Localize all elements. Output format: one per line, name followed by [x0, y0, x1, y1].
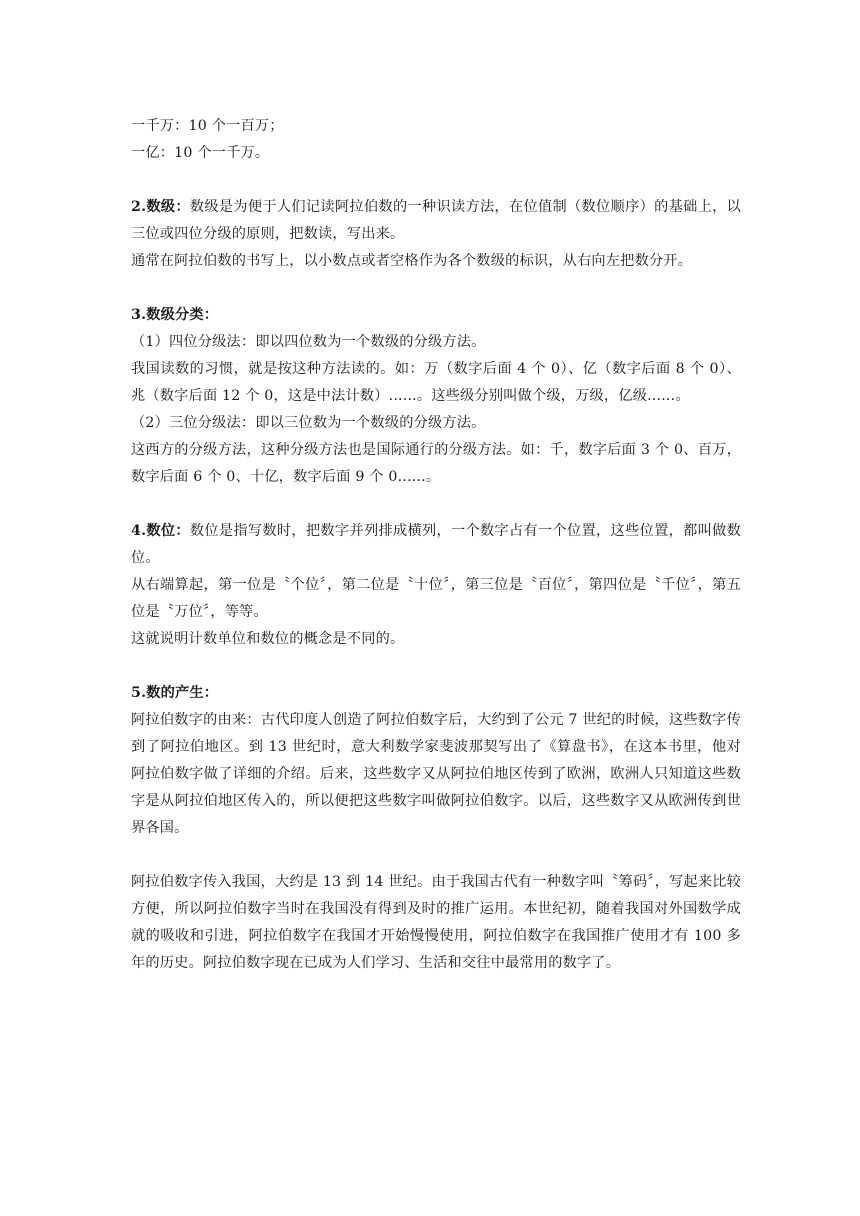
section-4-definition: 数位是指写数时，把数字并列排成横列，一个数字占有一个位置，这些位置，都叫做数位。 [131, 523, 742, 566]
spacer [131, 167, 741, 194]
section-4-heading: 4.数位： [131, 523, 190, 539]
section-2-paragraph-2: 通常在阿拉伯数的书写上，以小数点或者空格作为各个数级的标识，从右向左把数分开。 [131, 253, 693, 269]
spacer [131, 275, 741, 302]
section-5-heading: 5.数的产生： [131, 685, 219, 701]
section-2-definition: 数级是为便于人们记读阿拉伯数的一种识读方法，在位值制（数位顺序）的基础上，以三位或四位分级的原则，把数读，写出来。 [131, 199, 742, 242]
section-3-paragraph-1: （1）四位分级法：即以四位数为一个数级的分级方法。 [131, 334, 486, 350]
section-4-paragraph-2: 从右端算起，第一位是〝个位〞，第二位是〝十位〞，第三位是〝百位〞，第四位是〝千位〞，第五位是〝万位〞，等等。 [131, 577, 741, 620]
section-2-heading: 2.数级： [131, 199, 190, 215]
spacer [131, 491, 741, 518]
section-5-paragraph-1: 阿拉伯数字的由来：古代印度人创造了阿拉伯数字后，大约到了公元 7 世纪的时候，这些数字传到了阿拉伯地区。到 13 世纪时，意大利数学家斐波那契写出了《算盘书》，在这本书里，他对阿拉伯数字做了详细的介绍。后来，这些数字又从阿拉伯地区传到了欧洲，欧洲人只知道这些数字是从阿拉伯地区传入的，所以便把这些数字叫做阿拉伯数字。以后，这些数字又从欧洲传到世界各国。 [131, 712, 741, 836]
section-5-paragraph-2: 阿拉伯数字传入我国，大约是 13 到 14 世纪。由于我国古代有一种数字叫〝筹码〞，写起来比较方便，所以阿拉伯数字当时在我国没有得到及时的推广运用。本世纪初，随着我国对外国数学成就的吸收和引进，阿拉伯数字在我国才开始慢慢使用，阿拉伯数字在我国推广使用才有 100 多年的历史。阿拉伯数字现在已成为人们学习、生活和交往中最常用的数字了。 [131, 874, 741, 971]
document-body [131, 113, 741, 977]
section-4-paragraph-3: 这就说明计数单位和数位的概念是不同的。 [131, 631, 405, 647]
spacer [131, 653, 741, 680]
section-4-paragraph-1 [131, 518, 741, 572]
section-3-paragraph-2: 我国读数的习惯，就是按这种方法读的。如：万（数字后面 4 个 0）、亿（数字后面 8 个 0）、兆（数字后面 12 个 0，这是中法计数）......。这些级分别叫做个级，万级，亿级......。 [131, 361, 741, 404]
intro-line-2: 一亿：10 个一千万。 [131, 145, 270, 161]
section-3-paragraph-3: （2）三位分级法：即以三位数为一个数级的分级方法。 [131, 415, 486, 431]
section-2-paragraph-1 [131, 194, 741, 248]
section-3-paragraph-4: 这西方的分级方法，这种分级方法也是国际通行的分级方法。如：千，数字后面 3 个 0、百万，数字后面 6 个 0、十亿，数字后面 9 个 0......。 [131, 442, 741, 485]
section-3-heading: 3.数级分类： [131, 307, 219, 323]
spacer [131, 842, 741, 869]
intro-line-1: 一千万：10 个一百万； [131, 118, 284, 134]
